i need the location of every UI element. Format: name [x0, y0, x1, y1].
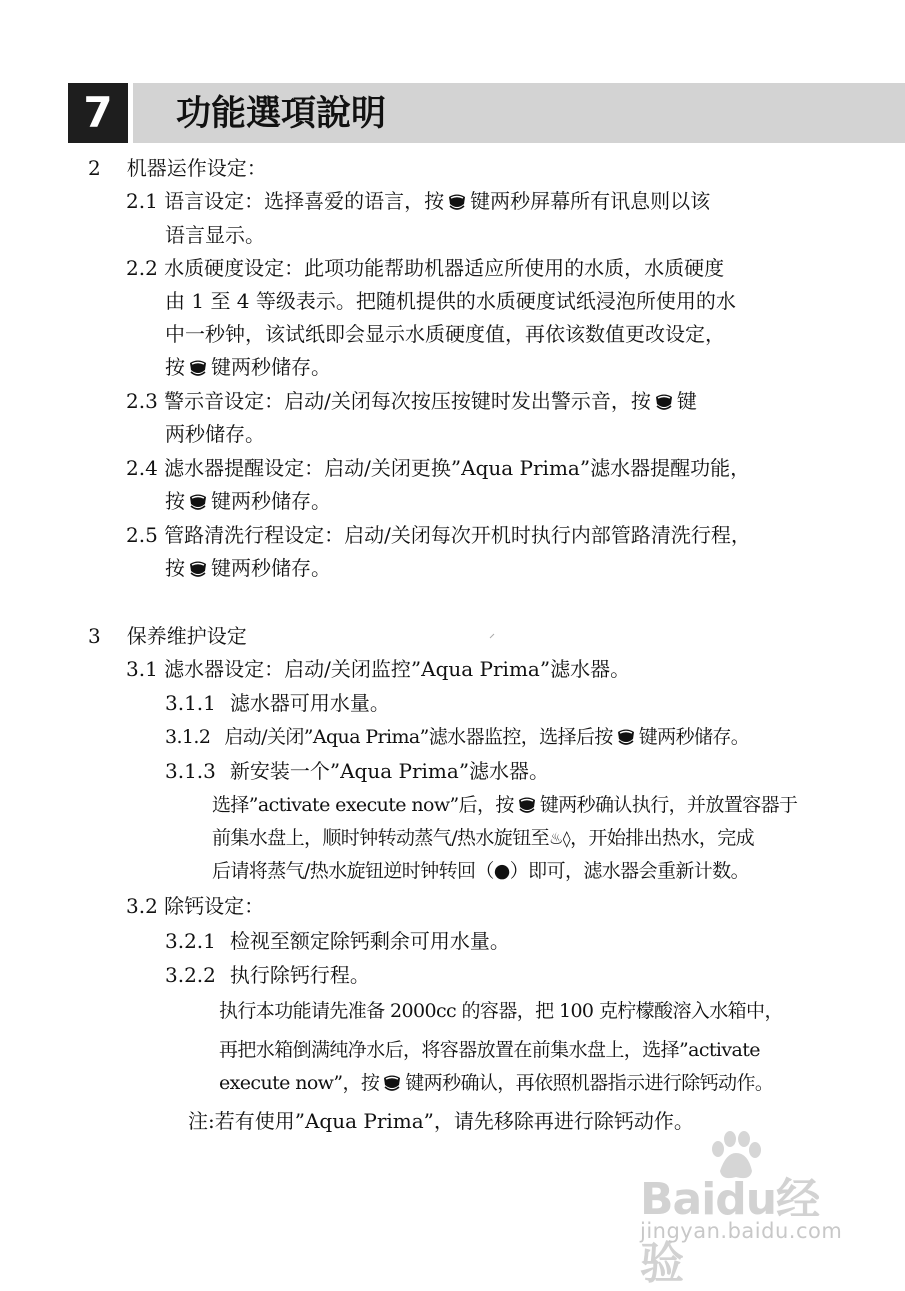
coffee-cup-icon [447, 191, 467, 211]
item-number: 2.3 [126, 389, 158, 413]
steam-icon: ♨ [549, 829, 563, 848]
item-number: 3.1 [126, 657, 158, 681]
item-text: 键两秒储存。 [211, 355, 331, 379]
item-2-4-line-2 [165, 488, 331, 514]
item-text: 管路清洗行程设定：启动/关闭每次开机时执行内部管路清洗行程， [164, 523, 751, 547]
baidu-url-text: jingyan.baidu.com [640, 1219, 843, 1243]
para-text: execute now”，按 [219, 1072, 380, 1094]
item-3-1-line [126, 656, 630, 682]
coffee-cup-icon [188, 357, 208, 377]
item-2-5-line-1 [126, 522, 751, 548]
para-text: 选择”activate execute now”后，按 [212, 794, 514, 816]
item-text: 滤水器设定：启动/关闭监控”Aqua Prima”滤水器。 [164, 657, 631, 681]
item-2-3-line-2: 两秒储存。 [165, 422, 265, 446]
item-text: 键两秒储存。 [211, 489, 331, 513]
item-text: 键两秒储存。 [211, 556, 331, 580]
section-2-heading [88, 155, 267, 181]
stray-mark [489, 633, 495, 639]
sub-item-text: 执行除钙行程。 [229, 963, 370, 987]
item-text: 键 [676, 389, 697, 413]
item-3-1-1-line [165, 690, 390, 716]
item-text: 按 [165, 355, 185, 379]
sub-item-text: 启动/关闭”Aqua Prima”滤水器监控，选择后按 [224, 726, 613, 748]
page-title: 功能選項說明 [176, 94, 387, 134]
item-text: 水质硬度设定：此项功能帮助机器适应所使用的水质，水质硬度 [164, 256, 725, 280]
item-3-1-3-line [165, 758, 549, 784]
item-text: 警示音设定：启动/关闭每次按压按键时发出警示音，按 [164, 389, 651, 413]
baidu-watermark [640, 1135, 860, 1289]
item-text: 键两秒屏幕所有讯息则以该 [470, 189, 711, 213]
para-text: 键两秒确认，再依照机器指示进行除钙动作。 [405, 1072, 774, 1094]
item-2-1-line-1 [126, 188, 710, 214]
item-text: 按 [165, 556, 185, 580]
section-number: 2 [88, 156, 101, 180]
coffee-cup-icon [654, 391, 674, 411]
item-3-2-1-line [165, 928, 510, 954]
coffee-cup-icon [616, 726, 636, 746]
para-text: 键两秒确认执行，并放置容器于 [539, 794, 798, 816]
section-heading-text: 保养维护设定 [126, 624, 247, 648]
item-3-2-2-para-line-2: 再把水箱倒满纯净水后，将容器放置在前集水盘上，选择”activate [219, 1039, 760, 1061]
item-number: 2.2 [126, 256, 158, 280]
item-number: 2.1 [126, 189, 158, 213]
sub-item-number: 3.2.2 [165, 963, 216, 987]
sub-item-text: 检视至额定除钙剩余可用水量。 [229, 929, 510, 953]
item-3-2-2-para-line-3 [219, 1070, 773, 1096]
item-2-3-line-1 [126, 388, 697, 414]
hot-water-icon: ◊ [562, 829, 571, 848]
item-number: 2.4 [126, 456, 158, 480]
item-2-2-line-2: 由 1 至 4 等级表示。把随机提供的水质硬度试纸浸泡所使用的水 [165, 289, 736, 313]
item-3-2-line [126, 893, 264, 919]
sub-item-text: 键两秒储存。 [638, 726, 750, 748]
sub-item-number: 3.1.1 [165, 691, 216, 715]
item-text: 语言设定：选择喜爱的语言，按 [164, 189, 445, 213]
item-2-1-line-2: 语言显示。 [165, 223, 265, 247]
coffee-cup-icon [188, 558, 208, 578]
item-2-2-line-1 [126, 255, 724, 281]
item-2-2-line-3: 中一秒钟，该试纸即会显示水质硬度值，再依该数值更改设定， [165, 322, 725, 346]
item-text: 除钙设定： [164, 894, 265, 918]
item-3-1-2-line [165, 724, 749, 750]
baidu-logo-text: Baidu经验 [640, 1174, 820, 1289]
para-text: ，开始排出热水，完成 [570, 827, 755, 849]
para-text: 前集水盘上，顺时钟转动蒸气/热水旋钮至 [212, 827, 550, 849]
item-text: 滤水器提醒设定：启动/关闭更换”Aqua Prima”滤水器提醒功能， [164, 456, 751, 480]
sub-item-text: 滤水器可用水量。 [229, 691, 390, 715]
item-text: 按 [165, 489, 185, 513]
item-2-4-line-1 [126, 455, 750, 481]
item-3-1-3-para-line-1 [212, 792, 797, 818]
item-2-5-line-2 [165, 555, 331, 581]
item-number: 3.2 [126, 894, 158, 918]
section-heading-text: 机器运作设定： [126, 156, 267, 180]
item-3-2-2-para-line-1: 执行本功能请先准备 2000cc 的容器，把 100 克柠檬酸溶入水箱中， [219, 1000, 783, 1022]
coffee-cup-icon [517, 794, 537, 814]
item-2-2-line-4 [165, 354, 331, 380]
section-3-heading [88, 623, 247, 649]
section-number: 3 [88, 624, 101, 648]
note-line: 注:若有使用”Aqua Prima”，请先移除再进行除钙动作。 [188, 1109, 694, 1133]
sub-item-text: 新安装一个”Aqua Prima”滤水器。 [229, 759, 550, 783]
sub-item-number: 3.2.1 [165, 929, 216, 953]
sub-item-number: 3.1.3 [165, 759, 216, 783]
coffee-cup-icon [188, 491, 208, 511]
item-3-2-2-line [165, 962, 370, 988]
coffee-cup-icon [382, 1072, 402, 1092]
item-number: 2.5 [126, 523, 158, 547]
item-3-1-3-para-line-3: 后请将蒸气/热水旋钮逆时钟转回（●）即可，滤水器会重新计数。 [212, 860, 749, 882]
chapter-number-box: 7 [68, 83, 128, 143]
sub-item-number: 3.1.2 [165, 726, 211, 748]
item-3-1-3-para-line-2 [212, 825, 754, 852]
